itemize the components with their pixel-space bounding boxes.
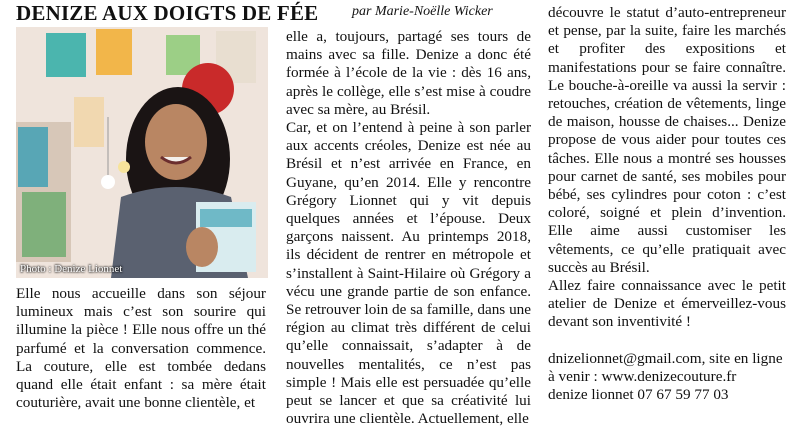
- paragraph-1-part-a: Elle nous accueille dans son séjour lumineux mais c’est son sourire qui illumine la pièce ! Elle nous offre un thé parfumé et la conversation commence. La couture, elle est tombée dedans quand elle était enfant : sa mère était couturière, avait une bonne clientèle, et: [16, 285, 266, 412]
- paragraph-1-part-b: elle a, toujours, partagé ses tours de mains avec sa fille. Denize a donc été formée à l’école de la vie : dès 16 ans, après le collège, elle s’est mise à coudre avec sa mère, au Brésil.: [286, 28, 531, 118]
- column-3: [548, 4, 786, 404]
- article-byline: par Marie-Noëlle Wicker: [352, 4, 493, 19]
- photo-caption: Photo : Denize Lionnet: [20, 263, 123, 275]
- article-title: DENIZE AUX DOIGTS DE FÉE: [16, 1, 319, 25]
- paragraph-2-part-a: Car, et on l’entend à peine à son parler aux accents créoles, Denize est née au Brésil et n’est arrivée en France, en Guyane, qu’en 2014. Elle y rencontre Grégory Lionnet qui y vit depuis quelques années et l’épouse. Deux garçons naissent. Au printemps 2018, ils décident de rentrer en métropole et s’installent à Saint-Hilaire où Grégory a vécu une grande partie de son enfance. Se retrouver loin de sa famille, dans une région au climat très différent de celui qu’elle connaissait, s’adapter à de nouvelles mentalités, ce n’est pas simple ! Mais elle est persuadée qu’elle peut se lancer et que sa créativité lui ouvrira une clientèle. Actuellement, elle: [286, 119, 531, 428]
- column-1: [16, 285, 266, 412]
- contact-email-site: dnizelionnet@gmail.com, site en ligne à venir : www.denizecouture.fr: [548, 349, 783, 385]
- column-2: [286, 28, 531, 428]
- contact-phone: denize lionnet 07 67 59 77 03: [548, 386, 729, 404]
- article-photo: [16, 27, 268, 278]
- contact-info: [548, 350, 786, 405]
- photo-illustration: [16, 27, 268, 278]
- paragraph-2-part-b: découvre le statut d’auto-entrepreneur et pense, par la suite, faire les marchés et profiter des expositions et manifestations pour se faire connaître. Le bouche-à-oreille va aussi la servir : retouches, création de vêtements, linge de maison, housse de chaises... Denize propose de vous aider pour toutes ces tâches. Elle nous a montré ses housses pour carnet de santé, ses mobiles pour bébé, ses cylindres pour coton : c’est coloré, soigné et plein d’invention. Elle aime aussi customiser les vêtements, ce qu’elle pratiquait avec succès au Brésil.: [548, 4, 786, 276]
- paragraph-3: Allez faire connaissance avec le petit atelier de Denize et émerveillez-vous devant son inventivité !: [548, 277, 786, 331]
